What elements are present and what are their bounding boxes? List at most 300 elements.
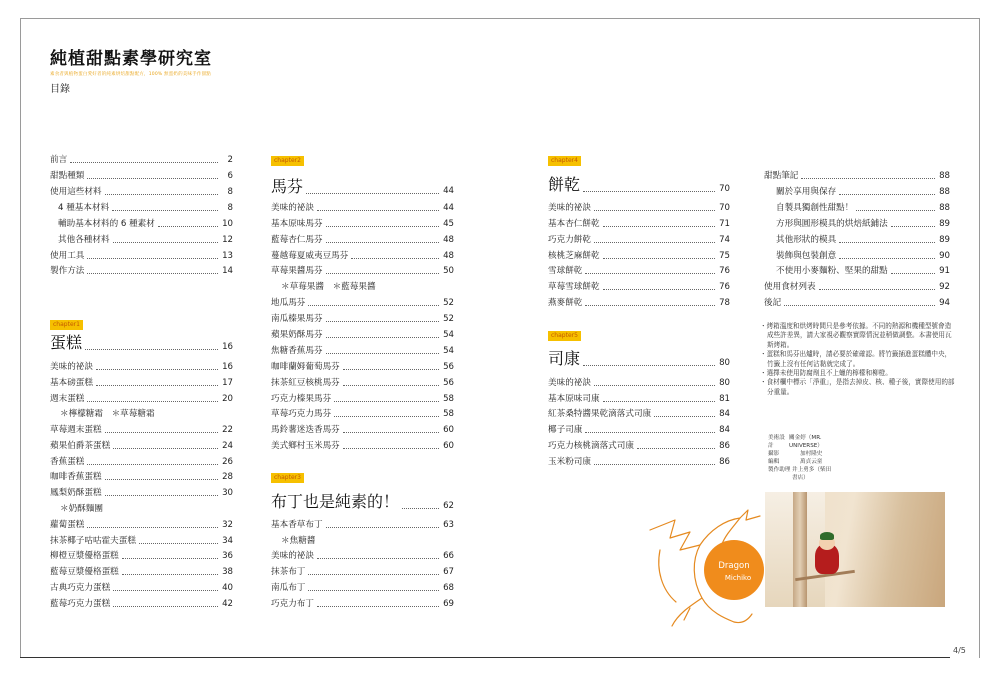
credit-role: 美術設計	[768, 435, 785, 449]
toc-entry[interactable]	[50, 599, 233, 609]
toc-entry[interactable]	[776, 187, 950, 197]
toc-entry-page: 89	[939, 219, 950, 229]
leader-dots	[87, 527, 218, 528]
toc-entry-page: 28	[222, 472, 233, 482]
dragon-wing	[650, 520, 700, 550]
leader-dots	[113, 242, 218, 243]
toc-entry-label: 草莓週末蛋糕	[50, 425, 102, 435]
frame-left	[20, 18, 21, 657]
toc-entry-page: 86	[719, 441, 730, 451]
toc-entry[interactable]	[50, 536, 233, 546]
toc-entry-page: 67	[443, 567, 454, 577]
leader-dots	[343, 369, 439, 370]
toc-entry-page: 12	[222, 235, 233, 245]
toc-entry-label: 核桃芝麻餅乾	[548, 251, 600, 261]
chapter-page: 70	[719, 184, 730, 194]
toc-entry-page: 58	[443, 409, 454, 419]
toc-entry[interactable]	[58, 203, 233, 213]
toc-entry-label: 美味的祕訣	[548, 378, 591, 388]
frame-bottom	[20, 657, 950, 658]
toc-entry[interactable]	[271, 394, 454, 404]
credit-role: 編輯	[768, 459, 780, 465]
toc-entry[interactable]	[548, 266, 730, 276]
leader-dots	[158, 226, 218, 227]
toc-entry-page: 58	[443, 394, 454, 404]
toc-entry-page: 42	[222, 599, 233, 609]
toc-entry-page: 74	[719, 235, 730, 245]
leader-dots	[856, 210, 935, 211]
toc-entry-label: 南瓜榛果馬芬	[271, 314, 323, 324]
chapter-title: 布丁也是純素的！	[271, 492, 400, 511]
toc-entry-page: 32	[222, 520, 233, 530]
toc-entry-page: 88	[939, 187, 950, 197]
toc-entry-label: 4 種基本材料	[58, 203, 110, 213]
toc-entry-page: 14	[222, 266, 233, 276]
toc-entry-page: 30	[222, 488, 233, 498]
toc-entry-page: 78	[719, 298, 730, 308]
toc-entry[interactable]	[776, 203, 950, 213]
leader-dots	[308, 574, 439, 575]
toc-subnote	[281, 536, 315, 546]
leader-dots	[87, 401, 218, 402]
leader-dots	[105, 194, 218, 195]
toc-entry[interactable]	[50, 567, 233, 577]
leader-dots	[603, 258, 715, 259]
leader-dots	[839, 242, 935, 243]
toc-entry-page: 40	[222, 583, 233, 593]
toc-entry[interactable]	[271, 346, 454, 356]
toc-entry-label: 美味的祕訣	[50, 362, 93, 372]
toc-entry-label: 巧克力榛果馬芬	[271, 394, 332, 404]
toc-entry-label: 地瓜馬芬	[271, 298, 306, 308]
credit-row	[768, 450, 834, 458]
toc-entry[interactable]	[271, 266, 454, 276]
toc-entry[interactable]	[271, 251, 454, 261]
leader-dots	[839, 258, 935, 259]
toc-entry-label: 週末蛋糕	[50, 394, 85, 404]
toc-entry-label: 不使用小麥麵粉、堅果的甜點	[776, 266, 888, 276]
leader-dots	[326, 527, 439, 528]
toc-entry[interactable]	[50, 266, 233, 276]
chapter-heading[interactable]	[50, 334, 233, 352]
toc-entry[interactable]	[50, 551, 233, 561]
chapter-chip: chapter4	[548, 156, 581, 166]
chapter-page: 16	[222, 342, 233, 352]
toc-entry[interactable]	[548, 251, 730, 261]
toc-entry[interactable]	[58, 219, 233, 229]
toc-entry-label: 玉米粉司康	[548, 457, 591, 467]
toc-entry-page: 71	[719, 219, 730, 229]
frame-top	[20, 18, 980, 19]
toc-entry[interactable]	[271, 583, 454, 593]
toc-entry[interactable]	[50, 155, 233, 165]
leader-dots	[326, 321, 439, 322]
toc-entry[interactable]	[271, 378, 454, 388]
toc-entry-label: 前言	[50, 155, 68, 165]
toc-entry[interactable]	[548, 457, 730, 467]
leader-dots	[343, 385, 439, 386]
toc-entry-page: 50	[443, 266, 454, 276]
leader-dots	[113, 448, 218, 449]
toc-subnote-label: ＊奶酥麵團	[60, 504, 103, 514]
chapter-heading[interactable]	[271, 178, 454, 196]
leader-dots	[87, 464, 218, 465]
toc-entry[interactable]	[776, 219, 950, 229]
chapter-page: 62	[443, 501, 454, 511]
toc-entry-page: 60	[443, 441, 454, 451]
toc-entry[interactable]	[548, 298, 730, 308]
toc-entry-label: 草莓巧克力馬芬	[271, 409, 332, 419]
usage-notes	[760, 322, 955, 397]
chapter-heading[interactable]	[548, 350, 730, 368]
chapter-title: 馬芬	[271, 177, 304, 196]
toc-entry[interactable]	[271, 298, 454, 308]
note-item: ・食材欄中標示「淨重」，是指去掉皮、核、種子後，實際使用的部分重量。	[760, 378, 955, 396]
toc-entry-page: 92	[939, 282, 950, 292]
toc-entry-page: 68	[443, 583, 454, 593]
leader-dots	[105, 432, 218, 433]
credit-row	[768, 466, 834, 482]
note-item: ・選擇未使用防腐劑且不上蠟的檸檬和柳橙。	[760, 369, 892, 378]
toc-entry-page: 60	[443, 425, 454, 435]
chapter-title: 司康	[548, 349, 581, 368]
leader-dots	[96, 369, 218, 370]
chapter-heading[interactable]	[548, 176, 730, 194]
leader-dots	[603, 226, 715, 227]
toc-entry[interactable]	[548, 441, 730, 451]
toc-subnote-label: ＊草莓果醬 ＊藍莓果醬	[281, 282, 376, 292]
toc-entry[interactable]	[548, 425, 730, 435]
toc-entry-page: 44	[443, 203, 454, 213]
toc-entry-page: 54	[443, 346, 454, 356]
credit-role: 製作助理	[768, 467, 791, 473]
toc-entry-label: 草莓雪球餅乾	[548, 282, 600, 292]
credit-role: 攝影	[768, 451, 780, 457]
toc-entry-label: 抹茶布丁	[271, 567, 306, 577]
toc-entry-page: 80	[719, 378, 730, 388]
leader-dots	[583, 365, 715, 366]
leader-dots	[105, 479, 218, 480]
toc-entry[interactable]	[271, 409, 454, 419]
toc-subnote-label: ＊檸檬糖霜 ＊草莓糖霜	[60, 409, 155, 419]
toc-entry-page: 75	[719, 251, 730, 261]
badge-line-2: Michiko	[724, 574, 752, 582]
leader-dots	[784, 305, 935, 306]
toc-entry-page: 70	[719, 203, 730, 213]
credit-row	[768, 434, 834, 450]
toc-entry-page: 16	[222, 362, 233, 372]
leader-dots	[343, 448, 439, 449]
toc-entry-page: 84	[719, 409, 730, 419]
leader-dots	[308, 590, 439, 591]
leader-dots	[87, 273, 218, 274]
toc-entry[interactable]	[50, 441, 233, 451]
leader-dots	[585, 273, 715, 274]
leader-dots	[326, 353, 439, 354]
toc-entry[interactable]	[776, 235, 950, 245]
leader-dots	[112, 210, 218, 211]
toc-entry[interactable]	[50, 488, 233, 498]
leader-dots	[113, 606, 218, 607]
toc-entry[interactable]	[764, 298, 950, 308]
toc-entry-page: 26	[222, 457, 233, 467]
toc-entry[interactable]	[50, 251, 233, 261]
toc-entry-label: 美味的祕訣	[271, 551, 314, 561]
toc-entry-page: 52	[443, 314, 454, 324]
toc-entry[interactable]	[548, 409, 730, 419]
toc-entry-label: 抹茶紅豆核桃馬芬	[271, 378, 340, 388]
toc-entry[interactable]	[776, 266, 950, 276]
leader-dots	[819, 289, 935, 290]
toc-entry[interactable]	[50, 457, 233, 467]
dragon-tail	[659, 550, 676, 602]
dragon-illustration	[630, 490, 780, 640]
toc-entry-page: 88	[939, 203, 950, 213]
toc-entry-label: 蘋果奶酥馬芬	[271, 330, 323, 340]
toc-entry-label: 其他形狀的模具	[776, 235, 837, 245]
toc-entry-label: 方形與圓形模具的烘焙紙鋪法	[776, 219, 888, 229]
leader-dots	[351, 258, 439, 259]
credit-name: 萬貞云童	[800, 459, 823, 465]
toc-entry-label: 柳橙豆漿優格蛋糕	[50, 551, 119, 561]
toc-entry-label: 南瓜布丁	[271, 583, 306, 593]
toc-entry[interactable]	[271, 219, 454, 229]
toc-subnote	[60, 409, 155, 419]
toc-entry-label: 巧克力布丁	[271, 599, 314, 609]
toc-entry-label: 美式鄉村玉米馬芬	[271, 441, 340, 451]
toc-entry[interactable]	[764, 171, 950, 181]
leader-dots	[654, 416, 715, 417]
toc-entry[interactable]	[50, 394, 233, 404]
leader-dots	[317, 558, 439, 559]
toc-entry[interactable]	[271, 362, 454, 372]
toc-entry-page: 76	[719, 266, 730, 276]
credit-name: 加村隆史	[800, 451, 823, 457]
toc-entry[interactable]	[271, 441, 454, 451]
chapter-page: 80	[719, 358, 730, 368]
chapter-chip: chapter1	[50, 320, 83, 330]
leader-dots	[594, 464, 715, 465]
toc-entry[interactable]	[271, 425, 454, 435]
doll-hat	[820, 532, 834, 540]
toc-entry-label: 使用工具	[50, 251, 85, 261]
toc-entry[interactable]	[50, 472, 233, 482]
toc-entry-page: 88	[939, 171, 950, 181]
toc-entry-page: 56	[443, 378, 454, 388]
toc-entry-page: 54	[443, 330, 454, 340]
leader-dots	[306, 193, 439, 194]
leader-dots	[334, 416, 439, 417]
toc-entry-label: 其他各種材料	[58, 235, 110, 245]
leader-dots	[326, 273, 439, 274]
toc-entry-label: 使用食材列表	[764, 282, 816, 292]
page-number: 4/5	[953, 646, 966, 655]
chapter-title: 餅乾	[548, 175, 581, 194]
toc-entry-label: 使用這些材料	[50, 187, 102, 197]
leader-dots	[139, 543, 218, 544]
toc-entry[interactable]	[50, 187, 233, 197]
leader-dots	[402, 508, 439, 509]
leader-dots	[308, 305, 439, 306]
toc-entry-page: 36	[222, 551, 233, 561]
toc-entry-label: 關於享用與保存	[776, 187, 837, 197]
toc-entry[interactable]	[271, 567, 454, 577]
chapter-heading[interactable]	[271, 493, 454, 511]
toc-entry-label: 裝飾與包裝創意	[776, 251, 837, 261]
toc-entry-label: 自製具獨創性甜點！	[776, 203, 854, 213]
toc-entry-label: 美味的祕訣	[271, 203, 314, 213]
toc-entry-label: 基本杏仁餅乾	[548, 219, 600, 229]
chapter-chip: chapter2	[271, 156, 304, 166]
toc-entry-label: 雪球餅乾	[548, 266, 583, 276]
toc-entry-page: 52	[443, 298, 454, 308]
note-item: ・蛋糕和馬芬出爐時，請必要於確確認。將竹籤插進蛋糕體中央，竹籤上沒有任何沾黏就完成了。	[760, 350, 952, 368]
toc-entry[interactable]	[764, 282, 950, 292]
toc-entry[interactable]	[271, 314, 454, 324]
toc-entry[interactable]	[271, 599, 454, 609]
chapter-chip: chapter5	[548, 331, 581, 341]
toc-subnote	[281, 282, 376, 292]
leader-dots	[317, 606, 439, 607]
leader-dots	[637, 448, 715, 449]
toc-entry-page: 84	[719, 425, 730, 435]
toc-entry-label: 基本香草布丁	[271, 520, 323, 530]
toc-entry[interactable]	[50, 520, 233, 530]
toc-entry-page: 13	[222, 251, 233, 261]
toc-entry-page: 48	[443, 235, 454, 245]
toc-entry-page: 45	[443, 219, 454, 229]
toc-entry-page: 22	[222, 425, 233, 435]
toc-entry-label: 藍莓杏仁馬芬	[271, 235, 323, 245]
toc-entry-page: 2	[227, 155, 233, 165]
toc-entry-label: 美味的祕訣	[548, 203, 591, 213]
leader-dots	[70, 162, 218, 163]
toc-entry-page: 76	[719, 282, 730, 292]
toc-entry[interactable]	[50, 425, 233, 435]
toc-entry-label: 巧克力核桃滴落式司康	[548, 441, 634, 451]
toc-entry-label: 甜點筆記	[764, 171, 799, 181]
leader-dots	[583, 191, 715, 192]
toc-entry[interactable]	[271, 235, 454, 245]
toc-entry-page: 10	[222, 219, 233, 229]
leader-dots	[96, 385, 218, 386]
toc-entry-page: 24	[222, 441, 233, 451]
leader-dots	[87, 178, 218, 179]
toc-entry[interactable]	[271, 520, 454, 530]
leader-dots	[603, 401, 715, 402]
leader-dots	[594, 242, 715, 243]
toc-entry-page: 86	[719, 457, 730, 467]
chapter-title: 蛋糕	[50, 333, 83, 352]
leader-dots	[113, 590, 218, 591]
toc-entry-label: 香蕉蛋糕	[50, 457, 85, 467]
toc-entry-label: 馬鈴薯迷迭香馬芬	[271, 425, 340, 435]
toc-entry[interactable]	[50, 583, 233, 593]
toc-entry-label: 椰子司康	[548, 425, 583, 435]
toc-entry-page: 63	[443, 520, 454, 530]
toc-entry[interactable]	[776, 251, 950, 261]
toc-entry-label: 咖啡香蕉蛋糕	[50, 472, 102, 482]
toc-entry-label: 蔓越莓夏威夷豆馬芬	[271, 251, 349, 261]
book-header	[50, 44, 212, 95]
toc-entry-label: 古典巧克力蛋糕	[50, 583, 111, 593]
toc-entry[interactable]	[548, 203, 730, 213]
toc-entry[interactable]	[548, 219, 730, 229]
toc-entry-label: 製作方法	[50, 266, 85, 276]
toc-entry[interactable]	[50, 171, 233, 181]
toc-entry-label: 抹茶椰子咕咕霍夫蛋糕	[50, 536, 136, 546]
toc-entry-label: 基本原味司康	[548, 394, 600, 404]
toc-entry[interactable]	[50, 378, 233, 388]
toc-entry-label: 蘋果伯爵茶蛋糕	[50, 441, 111, 451]
leader-dots	[603, 289, 715, 290]
frame-right	[979, 18, 980, 658]
toc-entry[interactable]	[548, 282, 730, 292]
toc-entry-label: 基本原味馬芬	[271, 219, 323, 229]
toc-entry-label: 藍莓豆漿優格蛋糕	[50, 567, 119, 577]
book-title: 純植甜點素學研究室	[50, 49, 212, 69]
toc-entry-label: 藍莓巧克力蛋糕	[50, 599, 111, 609]
toc-entry-page: 48	[443, 251, 454, 261]
toc-entry[interactable]	[548, 235, 730, 245]
toc-entry-page: 8	[227, 187, 233, 197]
toc-entry-page: 20	[222, 394, 233, 404]
toc-entry-page: 34	[222, 536, 233, 546]
leader-dots	[317, 210, 439, 211]
toc-entry-label: 焦糖香蕉馬芬	[271, 346, 323, 356]
toc-entry[interactable]	[271, 330, 454, 340]
credit-name: 關金婷（MR. UNIVERSE）	[789, 435, 823, 449]
toc-entry-label: 燕麥餅乾	[548, 298, 583, 308]
chapter-chip: chapter3	[271, 473, 304, 483]
leader-dots	[839, 194, 935, 195]
toc-entry-page: 90	[939, 251, 950, 261]
leader-dots	[594, 210, 715, 211]
leader-dots	[594, 385, 715, 386]
toc-entry[interactable]	[271, 203, 454, 213]
toc-entry-page: 8	[227, 203, 233, 213]
leader-dots	[343, 432, 439, 433]
toc-entry[interactable]	[548, 378, 730, 388]
toc-entry[interactable]	[50, 362, 233, 372]
toc-entry[interactable]	[548, 394, 730, 404]
toc-entry-page: 69	[443, 599, 454, 609]
toc-entry[interactable]	[271, 551, 454, 561]
toc-label: 目錄	[50, 84, 70, 95]
leader-dots	[326, 242, 439, 243]
toc-entry[interactable]	[58, 235, 233, 245]
note-item: ・烤箱溫度和烘烤時間只是參考依據。不同的熱源和機種型號會造成些許差異，請大家視必觀察實際情況並稍做調整。本書使用瓦斯烤箱。	[760, 322, 952, 349]
toc-entry-page: 66	[443, 551, 454, 561]
photo-post	[793, 492, 807, 607]
toc-entry-label: 鳳梨奶酥蛋糕	[50, 488, 102, 498]
leader-dots	[326, 226, 439, 227]
leader-dots	[87, 258, 218, 259]
toc-subnote-label: ＊焦糖醬	[281, 536, 316, 546]
leader-dots	[122, 558, 218, 559]
leader-dots	[801, 178, 935, 179]
leader-dots	[585, 432, 715, 433]
toc-entry-label: 甜點種類	[50, 171, 85, 181]
staff-credits	[768, 434, 834, 482]
toc-entry-label: 咖啡蘭姆葡萄馬芬	[271, 362, 340, 372]
toc-entry-label: 基本磅蛋糕	[50, 378, 93, 388]
toc-entry-label: 後記	[764, 298, 782, 308]
toc-subnote	[60, 504, 103, 514]
dragon-neck	[700, 510, 760, 545]
leader-dots	[85, 349, 218, 350]
toc-entry-page: 56	[443, 362, 454, 372]
